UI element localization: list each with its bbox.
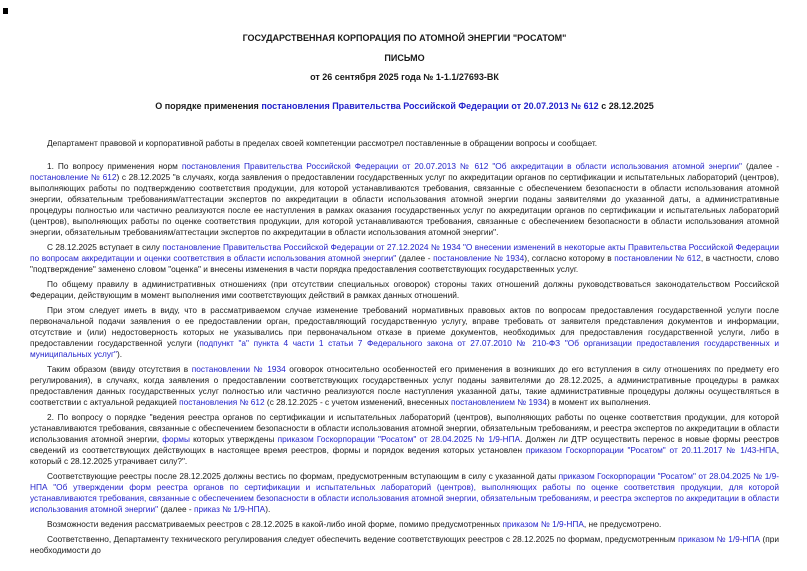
text-run: ). xyxy=(265,504,271,514)
document-link[interactable]: приказ № 1/9-НПА xyxy=(194,504,266,514)
text-run: ), согласно которому в xyxy=(524,253,615,263)
paragraph xyxy=(30,519,779,530)
text-run: 2. По вопросу о порядке "ведения реестра органов по сертификации и испытательных лабораторий (центров), выполняющих работы по оценке соответствия продукции, для которой устанавливаются требования, связанные с обеспечением безопасности в области использования атомной энергии, обязательным требованиям, и реестра экспертов по аккредитации в области использования атомной энергии, xyxy=(30,412,779,444)
document-body xyxy=(30,138,779,556)
text-run: с 28.12.2025 xyxy=(598,101,654,111)
document-link[interactable]: постановления Правительства Российской Федерации от 20.07.2013 № 612 "Об аккредитации в области использования атомной энергии" xyxy=(181,161,742,171)
corner-mark xyxy=(3,8,8,14)
text-run: При этом следует иметь в виду, что в рассматриваемом случае изменение требований нормативных правовых актов по вопросам предоставления государственной услуги после первоначальной подачи заявления о ее предоставлении орган, предоставляющий государственную услугу, вправе требовать от заявителя представления документов и информации, отсутствие и (или) недостоверность которых не указывались при первоначальном отказе в приеме документов, необходимых для предоставления государственной услуги, либо в предоставлении государственной услуги ( xyxy=(30,305,779,348)
text-run: , в частности, слово "подтверждение" заменено словом "оценка" и внесены изменения в части порядка предоставления соответствующих государственных услуг. xyxy=(30,253,779,274)
text-run: (далее - xyxy=(396,253,434,263)
document-title xyxy=(30,100,779,112)
document-link[interactable]: постановления Правительства Российской Федерации от 20.07.2013 № 612 xyxy=(261,101,599,111)
document-link[interactable]: приказом № 1/9-НПА xyxy=(502,519,584,529)
text-run: Департамент правовой и корпоративной работы в пределах своей компетенции рассмотрел поставленные в обращении вопросы и сообщает. xyxy=(47,138,598,148)
document-link[interactable]: постановлении № 612 xyxy=(614,253,701,263)
paragraph xyxy=(30,161,779,238)
text-run: (с 28.12.2025 - с учетом изменений, внесенных xyxy=(264,397,452,407)
text-run: (далее - xyxy=(158,504,194,514)
document-link[interactable]: приказом Госкорпорации "Росатом" от 28.04.2025 № 1/9-НПА "Об утверждении форм реестра органов по сертификации и испытательных лабораторий (центров), выполняющих работы по оценке соответствия продукции, для которой устанавливаются требования, связанные с обеспечением безопасности в области использования атомной энергии, обязательным требованиям, и реестра экспертов по аккредитации в области использования атомной энергии" xyxy=(30,471,779,514)
paragraph xyxy=(30,471,779,515)
paragraph xyxy=(30,305,779,360)
text-run: оговорок относительно особенностей его применения в возникших до его вступления в силу отношениях по предмету его регулирования), в случаях, когда заявления о предоставлении соответствующих государственных услуг поданы заявителями до 28.12.2025, а административные процедуры в рамках предоставления данных государственных услуг полностью или частично реализуются после наступления указанной даты, такие административные процедуры должны осуществляться в соответствии с актуальной редакцией xyxy=(30,364,779,407)
paragraph xyxy=(30,534,779,556)
document-link[interactable]: постановлением № 1934 xyxy=(451,397,547,407)
text-run: О порядке применения xyxy=(155,101,262,111)
paragraph xyxy=(30,279,779,301)
document-link[interactable]: приказом Госкорпорации "Росатом" от 28.04.2025 № 1/9-НПА xyxy=(277,434,521,444)
text-run: которых утверждены xyxy=(189,434,278,444)
text-run: Возможности ведения рассматриваемых реестров с 28.12.2025 в какой-либо иной форме, помимо предусмотренных xyxy=(47,519,503,529)
document-date-number: от 26 сентября 2025 года № 1-1.1/27693-ВК xyxy=(310,72,499,82)
document-link[interactable]: приказом № 1/9-НПА xyxy=(678,534,761,544)
text-run: ) в момент их выполнения. xyxy=(546,397,651,407)
paragraph xyxy=(30,242,779,275)
paragraph xyxy=(30,138,779,149)
document-link[interactable]: постановлении № 1934 xyxy=(191,364,286,374)
document-link[interactable]: постановления № 612 xyxy=(179,397,265,407)
text-run: Таким образом (ввиду отсутствия в xyxy=(47,364,192,374)
document-link[interactable]: постановление № 1934 xyxy=(433,253,525,263)
text-run: (далее - xyxy=(741,161,779,171)
document-type-label: ПИСЬМО xyxy=(384,53,425,63)
text-run: 1. По вопросу применения норм xyxy=(47,161,182,171)
text-run: . Должен ли ДТР осуществить перенос в новые формы реестров сведений из соответствующих действующих в настоящее время реестров, формы и порядок ведения которых установлен xyxy=(30,434,779,455)
text-run: Соответствующие реестры после 28.12.2025 должны вестись по формам, предусмотренным вступающим в силу с указанной даты xyxy=(47,471,559,481)
text-run: ) с 28.12.2025 "в случаях, когда заявления о предоставлении государственных услуг по аккредитации органов по сертификации и испытательных лабораторий (центров), выполняющих работы по подтверждению соответствия продукции, для которой устанавливаются требования, связанные с обеспечением безопасности в области использования атомной энергии, обязательным требованиям/аттестации экспертов по аккредитации в области использования атомной энергии поданы заявителями до указанной даты, а административные процедуры полностью или частично реализуются после ее наступления в рамках оказания государственных услуг по аккредитации органов по сертификации и испытательных лабораторий (центров), выполняющих работы по оценке соответствия продукции, для которой устанавливаются требования, связанные с обеспечением безопасности в области использования атомной энергии, обязательным требованиям/аттестации экспертов по аккредитации в области использования атомной энергии". xyxy=(30,172,779,237)
text-run: Соответственно, Департаменту технического регулирования следует обеспечить ведение соответствующих реестров с 28.12.2025 по формам, предусмотренным xyxy=(47,534,679,544)
text-run: , не предусмотрено. xyxy=(583,519,662,529)
text-run: По общему правилу в административных отношениях (при отсутствии специальных оговорок) стороны таких отношений должны руководствоваться законодательством Российской Федерации, действующим в момент выполнения ими соответствующих действий в рамках данных отношений. xyxy=(30,279,779,300)
text-run: (при необходимости до xyxy=(30,534,780,555)
document-link[interactable]: постановление Правительства Российской Федерации от 27.12.2024 № 1934 "О внесении изменений в некоторые акты Правительства Российской Федерации по вопросам аккредитации и оценки соответствия в области использования атомной энергии" xyxy=(30,242,779,263)
paragraph xyxy=(30,364,779,408)
paragraph xyxy=(30,412,779,467)
text-run: С 28.12.2025 вступает в силу xyxy=(47,242,163,252)
text-run: ). xyxy=(116,349,123,359)
document-link[interactable]: приказом Госкорпорации "Росатом" от 20.11.2017 № 1/43-НПА xyxy=(525,445,777,455)
document-link[interactable]: формы xyxy=(162,434,190,444)
document-link[interactable]: постановление № 612 xyxy=(30,172,117,182)
document-link[interactable]: подпункт "а" пункта 4 части 1 статьи 7 Федерального закона от 27.07.2010 № 210-ФЗ "Об организации предоставления государственных и муниципальных услуг" xyxy=(30,338,779,359)
text-run: , который с 28.12.2025 утрачивает силу?". xyxy=(30,445,779,466)
organization-name: ГОСУДАРСТВЕННАЯ КОРПОРАЦИЯ ПО АТОМНОЙ ЭНЕРГИИ "РОСАТОМ" xyxy=(242,33,567,43)
